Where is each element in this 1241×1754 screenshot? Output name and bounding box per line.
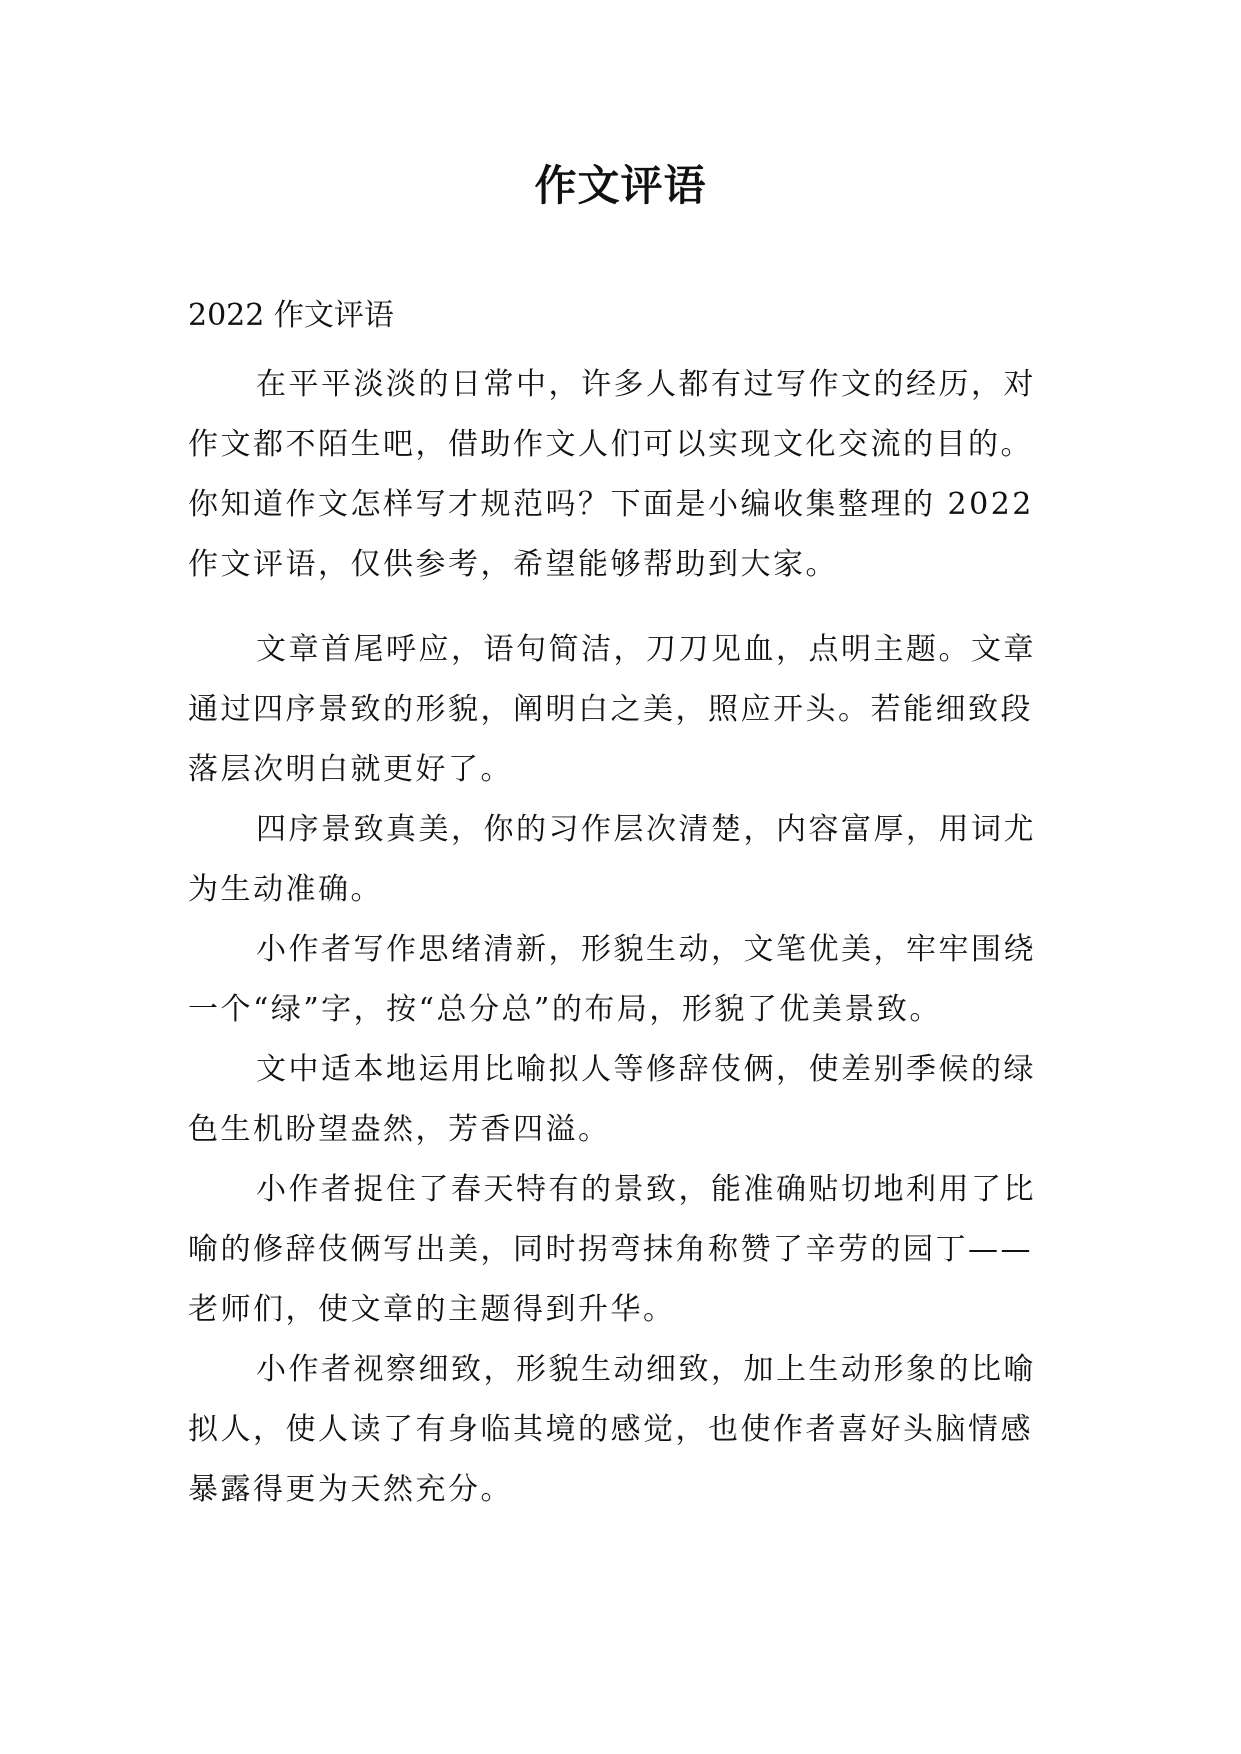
text-line: 文章首尾呼应，语句简洁，刀刀见血，点明主题。文章 (256, 632, 1036, 667)
text-line: 暴露得更为天然充分。 (188, 1472, 513, 1507)
text-line: 在平平淡淡的日常中，许多人都有过写作文的经历，对 (256, 367, 1036, 402)
text-line: 拟人，使人读了有身临其境的感觉，也使作者喜好头脑情感 (188, 1412, 1033, 1447)
text-line: 四序景致真美，你的习作层次清楚，内容富厚，用词尤 (256, 812, 1036, 847)
text-line: 作文评语，仅供参考，希望能够帮助到大家。 (188, 547, 838, 582)
text-line: 作文都不陌生吧，借助作文人们可以实现文化交流的目的。 (188, 427, 1033, 462)
text-line: 小作者视察细致，形貌生动细致，加上生动形象的比喻 (256, 1352, 1036, 1387)
text-line: 老师们，使文章的主题得到升华。 (188, 1292, 676, 1327)
document-title: 作文评语 (534, 161, 707, 210)
text-line: 喻的修辞伎俩写出美，同时拐弯抹角称赞了辛劳的园丁—— (188, 1232, 1033, 1267)
text-line: 小作者写作思绪清新，形貌生动，文笔优美，牢牢围绕 (256, 932, 1036, 967)
text-line: 文中适本地运用比喻拟人等修辞伎俩，使差别季候的绿 (256, 1052, 1036, 1087)
text-line: 一个“绿”字，按“总分总”的布局，形貌了优美景致。 (188, 992, 942, 1027)
text-line: 色生机盼望盎然，芳香四溢。 (188, 1112, 611, 1147)
text-line: 落层次明白就更好了。 (188, 752, 513, 787)
text-line: 为生动准确。 (188, 872, 383, 907)
text-line: 通过四序景致的形貌，阐明白之美，照应开头。若能细致段 (188, 692, 1033, 727)
document-subtitle: 2022 作文评语 (188, 298, 394, 333)
text-line: 小作者捉住了春天特有的景致，能准确贴切地利用了比 (256, 1172, 1036, 1207)
intro-paragraph (188, 355, 1088, 595)
text-line: 你知道作文怎样写才规范吗？下面是小编收集整理的 2022 (188, 487, 1034, 522)
comments-body (188, 620, 1088, 1520)
